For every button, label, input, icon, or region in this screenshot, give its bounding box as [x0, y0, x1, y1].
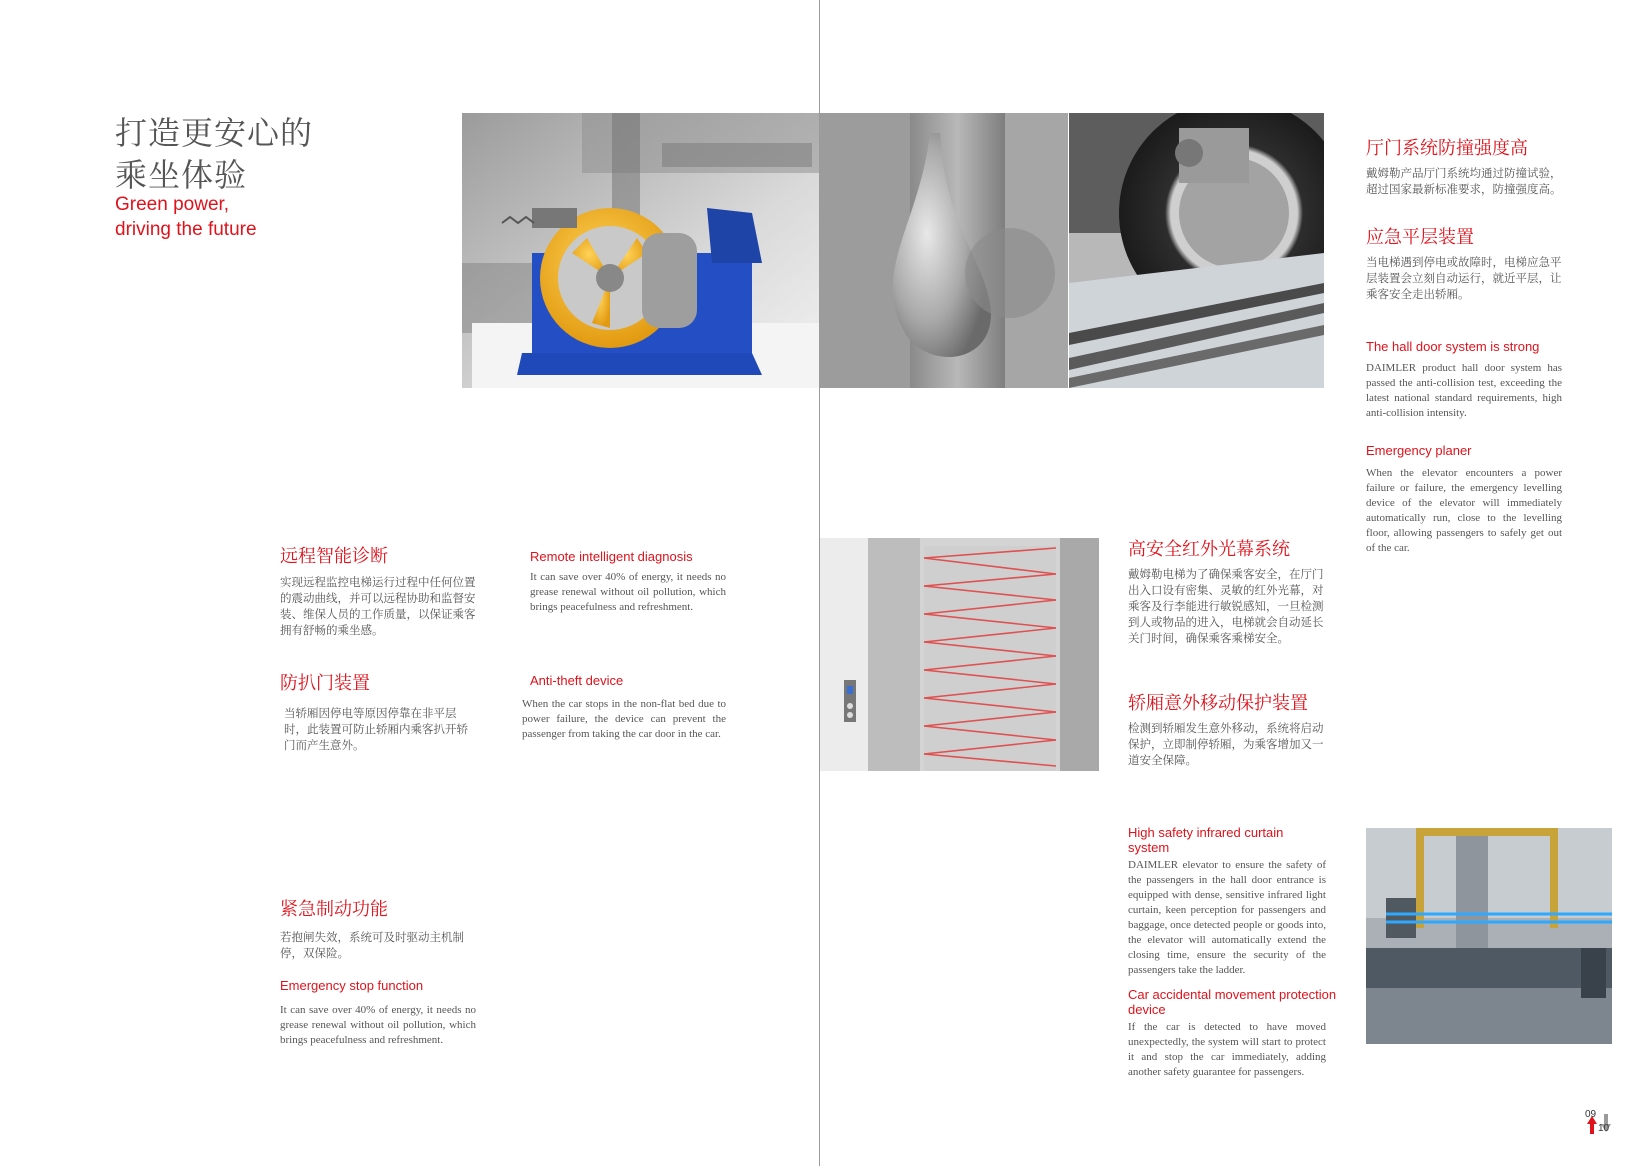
car-movement-cn-title: 轿厢意外移动保护装置: [1128, 693, 1308, 714]
emergency-leveling-en-title: Emergency planer: [1366, 443, 1472, 458]
emergency-stop-en-title: Emergency stop function: [280, 978, 424, 993]
anti-theft-cn: [280, 669, 478, 753]
remote-diagnosis-cn: [280, 542, 478, 638]
anti-theft-cn-title: 防扒门装置: [280, 673, 370, 694]
emergency-leveling-cn-body: 当电梯遇到停电或故障时，电梯应急平层装置会立刻自动运行，就近平层，让乘客安全走出轿厢。: [1366, 255, 1562, 301]
infrared-curtain-en: [1128, 825, 1326, 978]
anti-theft-en-body: When the car stops in the non-flat bed due to power failure, the device can prevent the passenger from taking the car door in the car.: [522, 698, 726, 740]
anti-theft-en: [522, 673, 726, 742]
door-roller-photo: [1069, 113, 1324, 388]
infrared-curtain-cn: [1128, 535, 1326, 646]
headline-cn-line1: 打造更安心的: [115, 114, 314, 152]
traction-machine-photo: [462, 113, 819, 388]
emergency-leveling-cn-title: 应急平层装置: [1366, 227, 1474, 248]
infrared-curtain-cn-body: 戴姆勒电梯为了确保乘客安全，在厅门出入口设有密集、灵敏的红外光幕，对乘客及行李能进行敏锐感知，一旦检测到人或物品的进入，电梯就会自动延长关门时间，确保乘客乘梯安全。: [1128, 567, 1324, 645]
emergency-stop-en: [280, 978, 476, 1048]
headline-cn-line2: 乘坐体验: [115, 156, 248, 194]
car-movement-cn: [1128, 689, 1326, 768]
hall-door-cn-body: 戴姆勒产品厅门系统均通过防撞试验，超过国家最新标准要求，防撞强度高。: [1366, 166, 1562, 196]
car-movement-cn-body: 检测到轿厢发生意外移动，系统将启动保护，立即制停轿厢，为乘客增加又一道安全保障。: [1128, 721, 1324, 767]
headline-en-line2: driving the future: [115, 219, 257, 240]
hall-door-cn-title: 厅门系统防撞强度高: [1366, 138, 1528, 159]
infrared-curtain-cn-title: 高安全红外光幕系统: [1128, 539, 1290, 560]
page-number-left: 09: [1585, 1109, 1597, 1120]
car-movement-en-body: If the car is detected to have moved unexpectedly, the system will start to protect it and stop the car immediately, adding another safety guarantee for passengers.: [1128, 1021, 1326, 1078]
remote-diagnosis-en-body: It can save over 40% of energy, it needs no grease renewal without oil pollution, which brings peacefulness and refreshment.: [530, 571, 726, 613]
headline-en: [115, 192, 375, 242]
remote-diagnosis-en: [530, 549, 726, 615]
emergency-leveling-cn: [1366, 223, 1562, 302]
infrared-curtain-photo: [820, 538, 1099, 771]
emergency-leveling-en-body: When the elevator encounters a power failure or failure, the emergency levelling device of the elevator will immediately automatically run, close to the levelling floor, allowing passengers to safely get out of the car.: [1366, 467, 1562, 554]
headline-cn: [115, 112, 415, 196]
remote-diagnosis-cn-title: 远程智能诊断: [280, 546, 388, 567]
emergency-stop-en-body: It can save over 40% of energy, it needs no grease renewal without oil pollution, which brings peacefulness and refreshment.: [280, 1004, 476, 1046]
remote-diagnosis-cn-body: 实现远程监控电梯运行过程中任何位置的震动曲线，并可以远程协助和监督安装、维保人员的工作质量，以保证乘客拥有舒畅的乘坐感。: [280, 575, 476, 637]
headline-en-line1: Green power,: [115, 194, 230, 215]
hall-door-cn: [1366, 134, 1562, 197]
emergency-stop-cn-title: 紧急制动功能: [280, 899, 388, 920]
hall-door-en-title: The hall door system is strong: [1366, 339, 1540, 354]
ucmp-device-photo: [1366, 828, 1612, 1044]
car-movement-en: [1128, 987, 1338, 1080]
hall-door-en: [1366, 339, 1562, 421]
remote-diagnosis-en-title: Remote intelligent diagnosis: [530, 549, 693, 564]
anti-theft-cn-body: 当轿厢因停电等原因停靠在非平层时，此装置可防止轿厢内乘客扒开轿门而产生意外。: [284, 706, 468, 752]
door-knob-photo: [820, 113, 1068, 388]
infrared-curtain-en-body: DAIMLER elevator to ensure the safety of the passengers in the hall door entrance is equipped with dense, sensitive infrared light curtain, keen perception for passengers and baggage, once detected people or goods into, the elevator will automatically extend the closing time, ensure the security of the passengers take the ladder.: [1128, 859, 1326, 976]
car-movement-en-title: Car accidental movement protection device: [1128, 987, 1337, 1017]
anti-theft-en-title: Anti-theft device: [530, 673, 624, 688]
emergency-stop-cn-body: 若抱闸失效，系统可及时驱动主机制停，双保险。: [280, 930, 464, 960]
hall-door-en-body: DAIMLER product hall door system has passed the anti-collision test, exceeding the latest national standard requirements, high anti-collision intensity.: [1366, 362, 1562, 419]
emergency-stop-cn: [280, 895, 478, 961]
emergency-leveling-en: [1366, 443, 1562, 556]
page-number-right: 10: [1598, 1123, 1610, 1134]
infrared-curtain-en-title: High safety infrared curtain system: [1128, 825, 1284, 855]
